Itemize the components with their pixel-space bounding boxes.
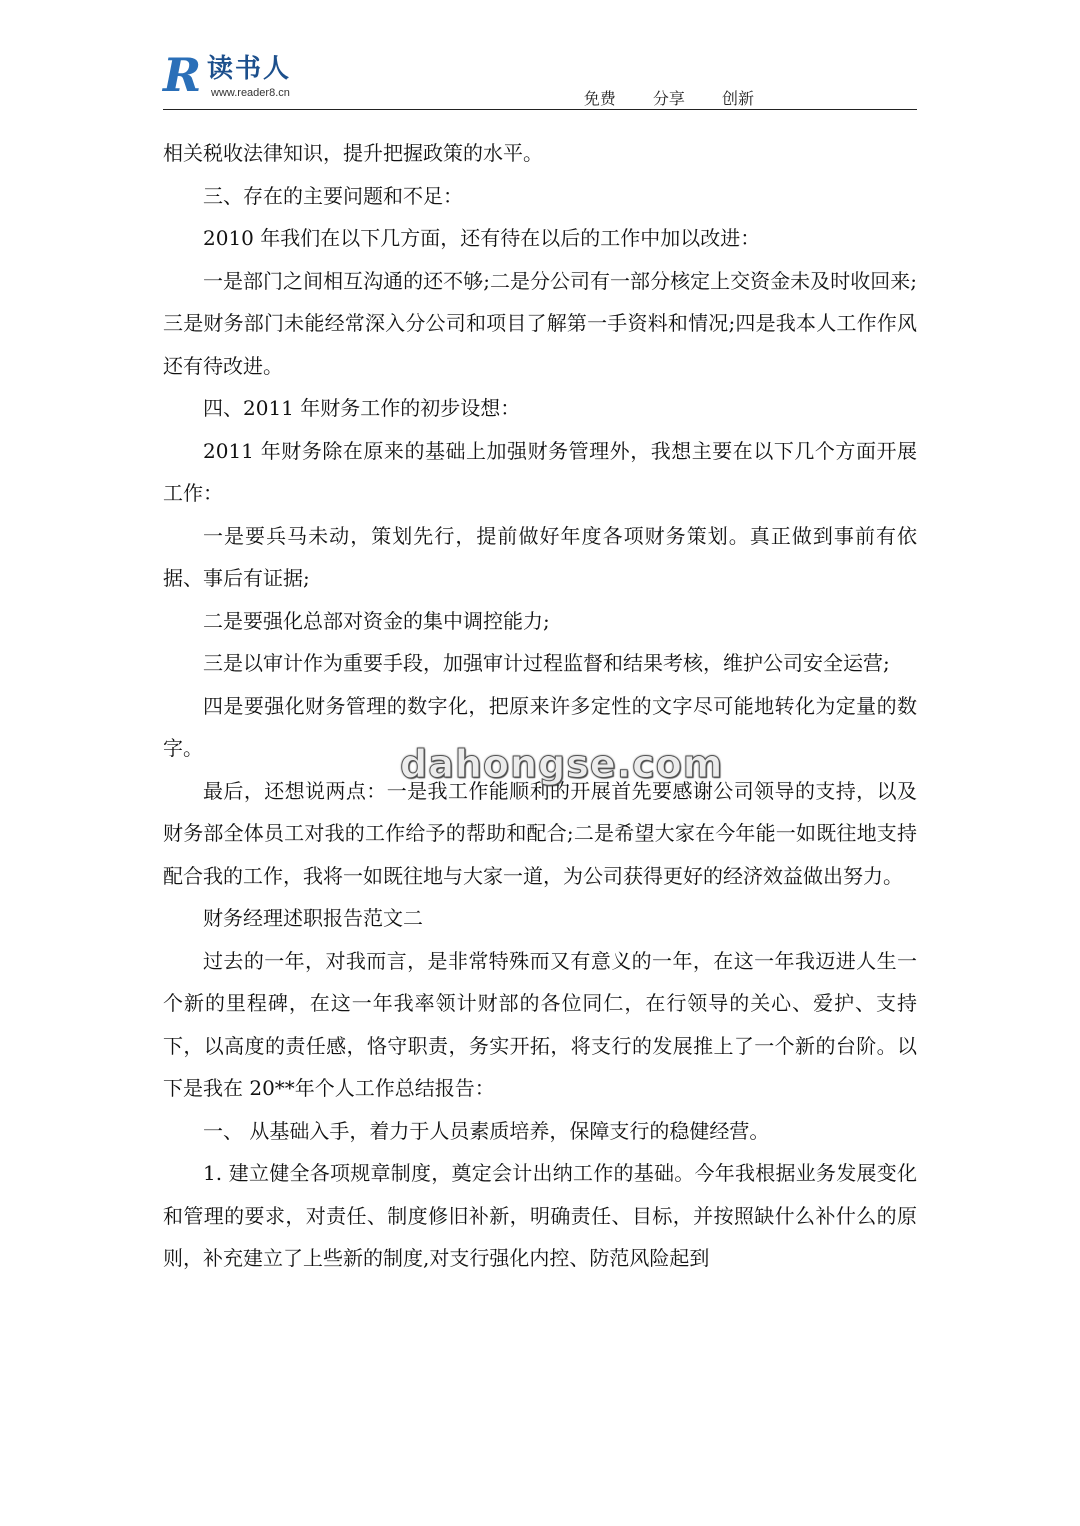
paragraph: 三是以审计作为重要手段，加强审计过程监督和结果考核，维护公司安全运营; [203,651,890,675]
slogan-share: 分享 [652,89,685,108]
paragraph: 四是要强化财务管理的数字化，把原来许多定性的文字尽可能地转化为定量的数字。 [163,693,917,760]
paragraph: 最后，还想说两点：一是我工作能顺利的开展首先要感谢公司领导的支持，以及财务部全体员工对我的工作给予的帮助和配合;二是希望大家在今年能一如既往地支持配合我的工作，我将一如既往地与大家一道，为公司获得更好的经济效益做出努力。 [163,778,917,888]
document-body [163,132,917,1280]
logo-name: 读书人 [207,54,292,84]
slogan-innovate: 创新 [721,89,754,108]
header-slogan [584,86,772,109]
section-heading-problems: 三、存在的主要问题和不足： [203,183,463,208]
header-divider [163,109,917,110]
site-watermark: dahongse.com [400,742,724,786]
paragraph-continuation: 相关税收法律知识，提升把握政策的水平。 [163,141,543,165]
reader8-logo [163,48,323,104]
paragraph: 2010 年我们在以下几方面，还有待在以后的工作中加以改进： [203,226,761,250]
paragraph: 一是部门之间相互沟通的还不够;二是分公司有一部分核定上交资金未及时收回来;三是财务部门未能经常深入分公司和项目了解第一手资料和情况;四是我本人工作作风还有待改进。 [163,268,917,378]
page-header [163,48,917,110]
logo-letter: R [163,48,202,102]
paragraph: 过去的一年，对我而言，是非常特殊而又有意义的一年，在这一年我迈进人生一个新的里程碑，在这一年我率领计财部的各位同仁，在行领导的关心、爱护、支持下，以高度的责任感，恪守职责，务实开拓，将支行的发展推上了一个新的台阶。以下是我在 20**年个人工作总结报告： [163,948,917,1100]
paragraph: 1. 建立健全各项规章制度，奠定会计出纳工作的基础。今年我根据业务发展变化和管理的要求，对责任、制度修旧补新，明确责任、目标，并按照缺什么补什么的原则，补充建立了上些新的制度,对支行强化内控、防范风险起到 [163,1161,917,1270]
section-title-sample-two: 财务经理述职报告范文二 [203,906,423,930]
paragraph: 一是要兵马未动，策划先行，提前做好年度各项财务策划。真正做到事前有依据、事后有证据; [163,523,917,590]
paragraph: 2011 年财务除在原来的基础上加强财务管理外，我想主要在以下几个方面开展工作： [163,438,917,505]
slogan-free: 免费 [583,89,616,108]
paragraph: 二是要强化总部对资金的集中调控能力; [203,608,550,633]
section-heading-basics: 一、 从基础入手，着力于人员素质培养，保障支行的稳健经营。 [203,1118,770,1143]
section-heading-plans: 四、2011 年财务工作的初步设想： [203,396,521,420]
logo-url: www.reader8.cn [211,87,290,99]
